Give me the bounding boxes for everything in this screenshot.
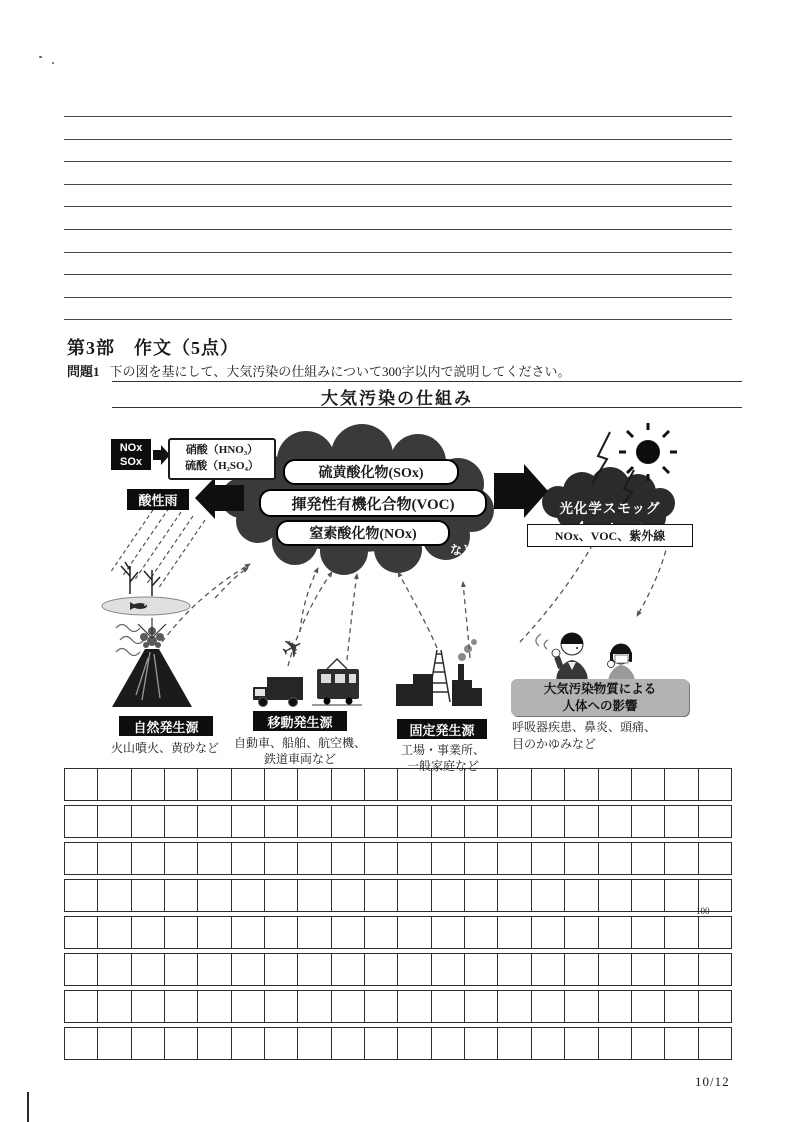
manuscript-cell <box>65 843 98 874</box>
title-rule-bottom <box>112 407 742 408</box>
manuscript-cell <box>398 991 431 1022</box>
manuscript-cell <box>198 843 231 874</box>
manuscript-cell <box>165 769 198 800</box>
acid-rain-label: 酸性雨 <box>127 489 189 510</box>
answer-line <box>64 252 732 253</box>
manuscript-cell <box>498 954 531 985</box>
acid-formula-box <box>168 438 276 480</box>
health-title-line2: 人体への影響 <box>562 698 638 713</box>
sox-label: SOx <box>119 455 142 468</box>
manuscript-cell <box>665 769 698 800</box>
manuscript-cell <box>198 806 231 837</box>
pond-fish-icon <box>102 597 190 615</box>
manuscript-cell <box>232 769 265 800</box>
manuscript-cell <box>665 991 698 1022</box>
manuscript-cell <box>532 1028 565 1059</box>
manuscript-cell <box>365 843 398 874</box>
manuscript-cell <box>265 1028 298 1059</box>
manuscript-cell <box>498 1028 531 1059</box>
manuscript-cell <box>699 806 731 837</box>
manuscript-cell <box>699 769 731 800</box>
manuscript-cell <box>532 769 565 800</box>
manuscript-cell <box>632 954 665 985</box>
manuscript-cell <box>465 1028 498 1059</box>
question-text: 下の図を基にして、大気汚染の仕組みについて300字以内で説明してください。 <box>109 364 571 379</box>
scan-edge-artifact <box>27 1092 29 1122</box>
health-desc-line2: 目のかゆみなど <box>512 737 597 751</box>
manuscript-cell <box>532 843 565 874</box>
manuscript-cell <box>432 991 465 1022</box>
manuscript-cell <box>498 769 531 800</box>
manuscript-cell <box>298 843 331 874</box>
scan-speck <box>52 62 54 64</box>
manuscript-cell <box>298 769 331 800</box>
manuscript-cell <box>632 843 665 874</box>
manuscript-cell <box>432 880 465 911</box>
answer-line <box>64 297 732 298</box>
manuscript-cell <box>565 880 598 911</box>
manuscript-cell <box>699 843 731 874</box>
manuscript-row <box>64 953 732 986</box>
manuscript-cell <box>398 843 431 874</box>
title-rule-top <box>112 381 742 382</box>
answer-line <box>64 116 732 117</box>
smog-title: 光化学スモッグ <box>559 501 661 516</box>
manuscript-cell <box>599 954 632 985</box>
manuscript-cell <box>699 991 731 1022</box>
answer-line <box>64 319 732 320</box>
manuscript-cell <box>265 880 298 911</box>
manuscript-cell <box>198 769 231 800</box>
sulfuric-acid-label: 硫酸（H₂SO₄） <box>185 460 259 472</box>
manuscript-cell <box>365 806 398 837</box>
manuscript-cell <box>565 1028 598 1059</box>
manuscript-cell <box>599 880 632 911</box>
manuscript-cell <box>398 917 431 948</box>
manuscript-cell <box>699 917 731 948</box>
manuscript-cell <box>265 806 298 837</box>
manuscript-cell <box>465 806 498 837</box>
manuscript-cell <box>298 991 331 1022</box>
manuscript-cell <box>632 806 665 837</box>
manuscript-cell <box>132 991 165 1022</box>
smog-factors-box: NOx、VOC、紫外線 <box>527 524 693 547</box>
manuscript-cell <box>432 1028 465 1059</box>
manuscript-row <box>64 990 732 1023</box>
manuscript-cell <box>332 769 365 800</box>
manuscript-cell <box>465 991 498 1022</box>
health-effects-desc <box>512 719 697 753</box>
nitric-acid-label: 硝酸（HNO₃） <box>185 444 259 456</box>
manuscript-cell <box>532 954 565 985</box>
manuscript-cell <box>232 1028 265 1059</box>
manuscript-row <box>64 805 732 838</box>
dead-trees-icon <box>121 562 160 596</box>
manuscript-cell <box>132 806 165 837</box>
manuscript-cell <box>298 806 331 837</box>
manuscript-cell <box>398 954 431 985</box>
source-mobile-desc-line1: 自動車、船舶、航空機、 <box>233 736 366 750</box>
manuscript-cell <box>498 991 531 1022</box>
manuscript-cell <box>432 917 465 948</box>
manuscript-cell <box>298 880 331 911</box>
scan-speck <box>39 56 42 58</box>
manuscript-cell <box>565 769 598 800</box>
manuscript-cell <box>332 954 365 985</box>
manuscript-cell <box>65 769 98 800</box>
source-mobile-desc-line2: 鉄道車両など <box>263 752 336 766</box>
manuscript-cell <box>132 917 165 948</box>
manuscript-cell <box>565 917 598 948</box>
manuscript-cell <box>632 991 665 1022</box>
wave-marks <box>116 625 144 656</box>
manuscript-cell <box>332 806 365 837</box>
manuscript-cell <box>599 806 632 837</box>
factory-icon <box>396 639 482 706</box>
pollutant-voc-box: 揮発性有機化合物(VOC) <box>259 489 487 517</box>
manuscript-cell <box>165 1028 198 1059</box>
manuscript-cell <box>198 991 231 1022</box>
manuscript-cell <box>65 954 98 985</box>
manuscript-cell <box>265 917 298 948</box>
manuscript-cell <box>232 843 265 874</box>
manuscript-cell <box>599 769 632 800</box>
manuscript-cell <box>98 954 131 985</box>
manuscript-cell <box>432 843 465 874</box>
nox-label: NOx <box>119 441 143 454</box>
manuscript-cell <box>98 880 131 911</box>
manuscript-cell <box>132 880 165 911</box>
manuscript-cell <box>398 1028 431 1059</box>
manuscript-cell <box>498 806 531 837</box>
health-effects-box <box>511 679 689 716</box>
manuscript-cell <box>565 991 598 1022</box>
manuscript-cell <box>98 1028 131 1059</box>
manuscript-cell <box>332 843 365 874</box>
manuscript-cell <box>98 806 131 837</box>
truck-icon <box>253 677 303 707</box>
manuscript-cell <box>332 880 365 911</box>
manuscript-cell <box>232 806 265 837</box>
manuscript-cell <box>565 806 598 837</box>
manuscript-cell <box>132 843 165 874</box>
manuscript-cell <box>665 954 698 985</box>
airplane-icon: ✈ <box>276 630 310 668</box>
page-number: 10/12 <box>695 1074 730 1089</box>
manuscript-cell <box>165 917 198 948</box>
manuscript-cell <box>665 917 698 948</box>
manuscript-cell <box>65 917 98 948</box>
manuscript-cell <box>165 843 198 874</box>
manuscript-cell <box>665 1028 698 1059</box>
manuscript-cell <box>599 843 632 874</box>
manuscript-row <box>64 842 732 875</box>
manuscript-cell <box>198 917 231 948</box>
manuscript-cell <box>98 843 131 874</box>
answer-line <box>64 274 732 275</box>
manuscript-cell <box>65 880 98 911</box>
manuscript-cell <box>332 991 365 1022</box>
manuscript-cell <box>298 1028 331 1059</box>
manuscript-cell <box>232 954 265 985</box>
manuscript-cell <box>665 843 698 874</box>
char-count-marker: 100 <box>696 906 710 916</box>
manuscript-cell <box>365 1028 398 1059</box>
diagram-title: 大気汚染の仕組み <box>321 389 473 408</box>
manuscript-cell <box>365 917 398 948</box>
answer-line <box>64 184 732 185</box>
volcano-icon <box>112 618 192 707</box>
answer-line <box>64 206 732 207</box>
manuscript-cell <box>298 917 331 948</box>
manuscript-cell <box>198 954 231 985</box>
manuscript-grid <box>64 768 732 1064</box>
manuscript-cell <box>465 954 498 985</box>
source-fixed-desc-line1: 工場・事業所、 <box>400 743 485 757</box>
manuscript-cell <box>632 880 665 911</box>
manuscript-cell <box>165 806 198 837</box>
manuscript-row <box>64 916 732 949</box>
manuscript-cell <box>432 806 465 837</box>
manuscript-cell <box>498 917 531 948</box>
manuscript-cell <box>65 991 98 1022</box>
manuscript-cell <box>498 880 531 911</box>
etc-label: など <box>450 543 475 557</box>
manuscript-cell <box>465 880 498 911</box>
manuscript-cell <box>132 1028 165 1059</box>
manuscript-cell <box>165 991 198 1022</box>
source-natural-desc: 火山噴火、黄砂など <box>110 741 219 755</box>
acid-rain-lines <box>110 504 205 589</box>
manuscript-cell <box>699 1028 731 1059</box>
question-label: 問題1 <box>67 364 100 379</box>
manuscript-cell <box>265 769 298 800</box>
manuscript-cell <box>65 806 98 837</box>
manuscript-cell <box>465 917 498 948</box>
tram-icon <box>312 659 362 705</box>
manuscript-cell <box>198 1028 231 1059</box>
answer-line <box>64 229 732 230</box>
manuscript-cell <box>132 769 165 800</box>
manuscript-cell <box>232 991 265 1022</box>
manuscript-row <box>64 1027 732 1060</box>
manuscript-cell <box>198 880 231 911</box>
manuscript-cell <box>565 843 598 874</box>
section-heading: 第3部 作文（5点） <box>67 338 239 358</box>
manuscript-cell <box>498 843 531 874</box>
manuscript-cell <box>98 917 131 948</box>
manuscript-cell <box>165 954 198 985</box>
manuscript-cell <box>165 880 198 911</box>
manuscript-cell <box>632 917 665 948</box>
manuscript-cell <box>365 880 398 911</box>
manuscript-cell <box>232 880 265 911</box>
manuscript-cell <box>565 954 598 985</box>
answer-line <box>64 161 732 162</box>
manuscript-cell <box>365 991 398 1022</box>
manuscript-cell <box>665 880 698 911</box>
source-fixed-label: 固定発生源 <box>397 719 487 739</box>
manuscript-cell <box>532 880 565 911</box>
manuscript-cell <box>532 917 565 948</box>
source-fixed-desc <box>383 742 503 774</box>
manuscript-cell <box>465 843 498 874</box>
manuscript-cell <box>232 917 265 948</box>
pollutant-sox-box: 硫黄酸化物(SOx) <box>283 459 459 485</box>
pollutant-nox-box: 窒素酸化物(NOx) <box>276 520 450 546</box>
manuscript-cell <box>632 1028 665 1059</box>
manuscript-cell <box>98 769 131 800</box>
manuscript-cell <box>398 880 431 911</box>
manuscript-cell <box>632 769 665 800</box>
manuscript-cell <box>599 991 632 1022</box>
manuscript-cell <box>332 917 365 948</box>
manuscript-cell <box>265 954 298 985</box>
question-line <box>67 361 571 380</box>
manuscript-cell <box>432 954 465 985</box>
source-mobile-label: 移動発生源 <box>253 711 347 731</box>
manuscript-cell <box>265 991 298 1022</box>
manuscript-cell <box>532 806 565 837</box>
manuscript-cell <box>665 806 698 837</box>
manuscript-cell <box>65 1028 98 1059</box>
manuscript-cell <box>699 954 731 985</box>
manuscript-cell <box>599 917 632 948</box>
nox-sox-box <box>111 439 151 470</box>
health-title-line1: 大気汚染物質による <box>543 681 657 696</box>
manuscript-cell <box>332 1028 365 1059</box>
sun-icon <box>619 423 677 481</box>
manuscript-row <box>64 879 732 912</box>
manuscript-cell <box>98 991 131 1022</box>
manuscript-cell <box>398 806 431 837</box>
manuscript-cell <box>298 954 331 985</box>
manuscript-cell <box>365 954 398 985</box>
manuscript-cell <box>532 991 565 1022</box>
manuscript-cell <box>265 843 298 874</box>
source-fixed-desc-line2: 一般家庭など <box>406 759 479 773</box>
answer-line <box>64 139 732 140</box>
source-mobile-desc <box>228 735 372 767</box>
source-natural-label: 自然発生源 <box>119 716 213 736</box>
manuscript-cell <box>132 954 165 985</box>
health-desc-line1: 呼吸器疾患、鼻炎、頭痛、 <box>512 720 657 734</box>
manuscript-cell <box>599 1028 632 1059</box>
